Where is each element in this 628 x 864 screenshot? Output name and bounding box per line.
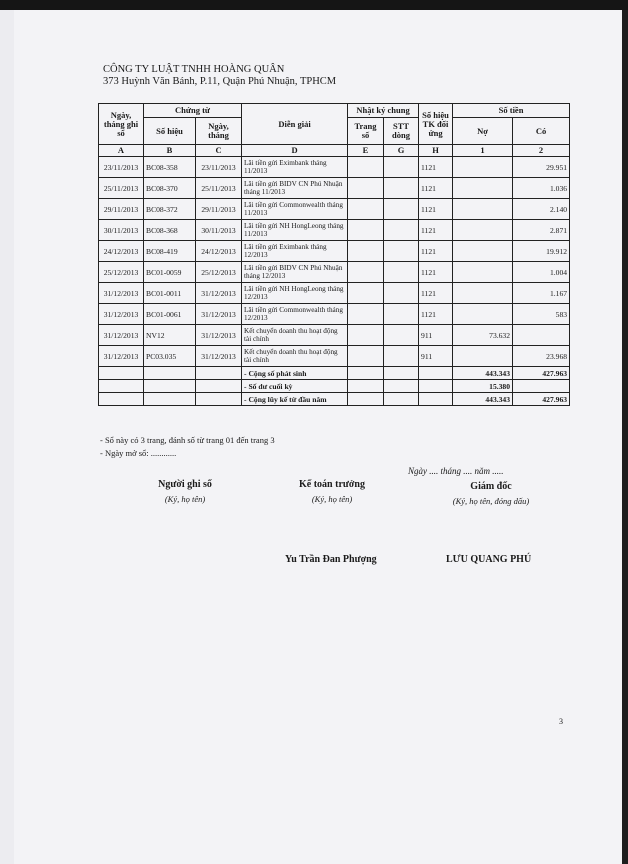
cell-debit: 73.632 [453, 325, 513, 346]
cell-empty [419, 367, 453, 380]
col-code: C [196, 145, 242, 157]
accountant-name: Yu Trần Đan Phượng [285, 554, 377, 565]
cell-credit: 1.167 [513, 283, 570, 304]
total-credit: 427.963 [513, 367, 570, 380]
cell-account: 1121 [419, 199, 453, 220]
company-address: 373 Huỳnh Văn Bánh, P.11, Quận Phú Nhuận, TPHCM [103, 76, 337, 87]
cell-journal-page [348, 283, 384, 304]
cell-description: Lãi tiền gửi NH HongLeong tháng 11/2013 [242, 220, 348, 241]
cell-empty [419, 380, 453, 393]
cell-voucher-date: 29/11/2013 [196, 199, 242, 220]
cell-journal-page [348, 304, 384, 325]
cell-credit: 2.871 [513, 220, 570, 241]
cell-account: 1121 [419, 220, 453, 241]
cell-description: Lãi tiền gửi BIDV CN Phú Nhuận tháng 12/2013 [242, 262, 348, 283]
cell-debit [453, 157, 513, 178]
cell-voucher-date: 23/11/2013 [196, 157, 242, 178]
cell-journal-line [384, 346, 419, 367]
cell-voucher-date: 25/11/2013 [196, 178, 242, 199]
director-name: LƯU QUANG PHÚ [446, 554, 532, 565]
ledger-row [99, 283, 570, 304]
cell-description: Lãi tiền gửi Commonwealth tháng 11/2013 [242, 199, 348, 220]
total-label: - Cộng lũy kế từ đầu năm [242, 393, 348, 406]
col-code: H [419, 145, 453, 157]
header-account: Số hiệu TK đối ứng [419, 104, 453, 145]
cell-empty [419, 393, 453, 406]
cell-journal-line [384, 241, 419, 262]
header-date: Ngày, tháng ghi sổ [99, 104, 144, 145]
total-credit: 427.963 [513, 393, 570, 406]
company-name: CÔNG TY LUẬT TNHH HOÀNG QUÂN [103, 64, 285, 75]
header-voucher-date: Ngày, tháng [196, 118, 242, 145]
cell-debit [453, 241, 513, 262]
col-code: A [99, 145, 144, 157]
column-code-row [99, 145, 570, 157]
cell-date: 25/12/2013 [99, 262, 144, 283]
total-debit: 443.343 [453, 393, 513, 406]
cell-debit [453, 346, 513, 367]
cell-voucher-no: BC08-368 [144, 220, 196, 241]
cell-journal-line [384, 283, 419, 304]
cell-voucher-date: 24/12/2013 [196, 241, 242, 262]
ledger-row [99, 199, 570, 220]
cell-account: 911 [419, 325, 453, 346]
total-debit: 15.380 [453, 380, 513, 393]
ledger-row [99, 157, 570, 178]
header-voucher-no: Số hiệu [144, 118, 196, 145]
cell-date: 31/12/2013 [99, 283, 144, 304]
total-row [99, 367, 570, 380]
header-debit: Nợ [453, 118, 513, 145]
cell-voucher-no: NV12 [144, 325, 196, 346]
scan-top-edge [0, 0, 628, 10]
cell-debit [453, 220, 513, 241]
company-header [103, 64, 336, 88]
total-debit: 443.343 [453, 367, 513, 380]
cell-journal-line [384, 178, 419, 199]
col-code: D [242, 145, 348, 157]
ledger-row [99, 220, 570, 241]
cell-date: 25/11/2013 [99, 178, 144, 199]
cell-credit: 2.140 [513, 199, 570, 220]
notes [100, 434, 275, 460]
director-signature [426, 481, 556, 506]
header-description: Diễn giải [242, 104, 348, 145]
header-amount: Số tiền [453, 104, 570, 118]
cell-empty [99, 393, 144, 406]
cell-credit: 23.968 [513, 346, 570, 367]
cell-journal-line [384, 220, 419, 241]
ledger-row [99, 346, 570, 367]
cell-empty [196, 380, 242, 393]
total-label: - Số dư cuối kỳ [242, 380, 348, 393]
note-pages: - Sổ này có 3 trang, đánh số từ trang 01 đến trang 3 [100, 435, 275, 445]
cell-description: Lãi tiền gửi Eximbank tháng 11/2013 [242, 157, 348, 178]
cell-journal-line [384, 199, 419, 220]
accountant-signature [272, 479, 392, 504]
cell-voucher-no: BC08-358 [144, 157, 196, 178]
col-code: B [144, 145, 196, 157]
cell-voucher-no: BC01-0059 [144, 262, 196, 283]
cell-voucher-no: BC08-372 [144, 199, 196, 220]
ledger-row [99, 178, 570, 199]
cell-empty [196, 393, 242, 406]
cell-empty [99, 380, 144, 393]
cell-journal-page [348, 241, 384, 262]
cell-journal-page [348, 199, 384, 220]
cell-debit [453, 304, 513, 325]
cell-description: Kết chuyển doanh thu hoạt động tài chính [242, 325, 348, 346]
total-row [99, 380, 570, 393]
accountant-title: Kế toán trưởng [299, 479, 365, 490]
cell-voucher-no: BC01-0011 [144, 283, 196, 304]
cell-empty [144, 380, 196, 393]
cell-journal-page [348, 178, 384, 199]
cell-date: 23/11/2013 [99, 157, 144, 178]
cell-empty [144, 367, 196, 380]
cell-voucher-no: BC08-419 [144, 241, 196, 262]
cell-credit [513, 325, 570, 346]
cell-empty [348, 380, 384, 393]
cell-description: Kết chuyển doanh thu hoạt động tài chính [242, 346, 348, 367]
cell-description: Lãi tiền gửi NH HongLeong tháng 12/2013 [242, 283, 348, 304]
cell-account: 1121 [419, 241, 453, 262]
ledger-row [99, 262, 570, 283]
cell-voucher-date: 30/11/2013 [196, 220, 242, 241]
page-number: 3 [559, 717, 563, 726]
cell-date: 31/12/2013 [99, 346, 144, 367]
cell-date: 29/11/2013 [99, 199, 144, 220]
cell-date: 31/12/2013 [99, 325, 144, 346]
cell-credit: 583 [513, 304, 570, 325]
cell-account: 1121 [419, 262, 453, 283]
cell-account: 1121 [419, 178, 453, 199]
cell-journal-line [384, 304, 419, 325]
header-journal-line: STT dòng [384, 118, 419, 145]
header-voucher: Chứng từ [144, 104, 242, 118]
note-open-date: - Ngày mở sổ: ............ [100, 448, 177, 458]
cell-credit: 19.912 [513, 241, 570, 262]
col-code: E [348, 145, 384, 157]
scan-right-edge [622, 10, 628, 864]
cell-voucher-date: 31/12/2013 [196, 346, 242, 367]
cell-debit [453, 199, 513, 220]
bookkeeper-sub: (Ký, họ tên) [164, 494, 206, 504]
cell-description: Lãi tiền gửi Eximbank tháng 12/2013 [242, 241, 348, 262]
director-sub: (Ký, họ tên, đóng dấu) [452, 496, 530, 506]
accountant-sub: (Ký, họ tên) [311, 494, 353, 504]
cell-debit [453, 262, 513, 283]
cell-journal-page [348, 220, 384, 241]
cell-empty [144, 393, 196, 406]
cell-journal-line [384, 157, 419, 178]
cell-credit: 29.951 [513, 157, 570, 178]
cell-empty [196, 367, 242, 380]
cell-date: 24/12/2013 [99, 241, 144, 262]
cell-journal-page [348, 325, 384, 346]
col-code: G [384, 145, 419, 157]
cell-account: 1121 [419, 304, 453, 325]
cell-empty [384, 380, 419, 393]
cell-voucher-date: 31/12/2013 [196, 325, 242, 346]
cell-journal-page [348, 346, 384, 367]
cell-voucher-date: 31/12/2013 [196, 304, 242, 325]
cell-journal-page [348, 157, 384, 178]
ledger-row [99, 241, 570, 262]
cell-voucher-date: 25/12/2013 [196, 262, 242, 283]
cell-debit [453, 178, 513, 199]
total-label: - Cộng số phát sinh [242, 367, 348, 380]
signature-date-line: Ngày .... tháng .... năm ..... [408, 466, 504, 476]
scan-left-edge [0, 10, 14, 864]
cell-date: 30/11/2013 [99, 220, 144, 241]
cell-account: 1121 [419, 157, 453, 178]
cell-credit: 1.036 [513, 178, 570, 199]
cell-journal-line [384, 262, 419, 283]
cell-empty [348, 367, 384, 380]
cell-empty [348, 393, 384, 406]
cell-debit [453, 283, 513, 304]
cell-credit: 1.004 [513, 262, 570, 283]
cell-journal-page [348, 262, 384, 283]
col-code: 1 [453, 145, 513, 157]
bookkeeper-signature [130, 479, 240, 504]
cell-voucher-no: BC01-0061 [144, 304, 196, 325]
cell-description: Lãi tiền gửi BIDV CN Phú Nhuận tháng 11/2013 [242, 178, 348, 199]
cell-account: 1121 [419, 283, 453, 304]
cell-empty [384, 367, 419, 380]
cell-empty [99, 367, 144, 380]
col-code: 2 [513, 145, 570, 157]
header-credit: Có [513, 118, 570, 145]
total-credit [513, 380, 570, 393]
ledger-row [99, 325, 570, 346]
header-journal-page: Trang số [348, 118, 384, 145]
cell-voucher-date: 31/12/2013 [196, 283, 242, 304]
ledger-row [99, 304, 570, 325]
cell-journal-line [384, 325, 419, 346]
bookkeeper-title: Người ghi sổ [158, 479, 212, 490]
cell-voucher-no: PC03.035 [144, 346, 196, 367]
cell-empty [384, 393, 419, 406]
cell-description: Lãi tiền gửi Commonwealth tháng 12/2013 [242, 304, 348, 325]
cell-date: 31/12/2013 [99, 304, 144, 325]
header-journal: Nhật ký chung [348, 104, 419, 118]
total-row [99, 393, 570, 406]
cell-voucher-no: BC08-370 [144, 178, 196, 199]
cell-account: 911 [419, 346, 453, 367]
director-title: Giám đốc [470, 481, 512, 492]
ledger-table [98, 103, 570, 406]
